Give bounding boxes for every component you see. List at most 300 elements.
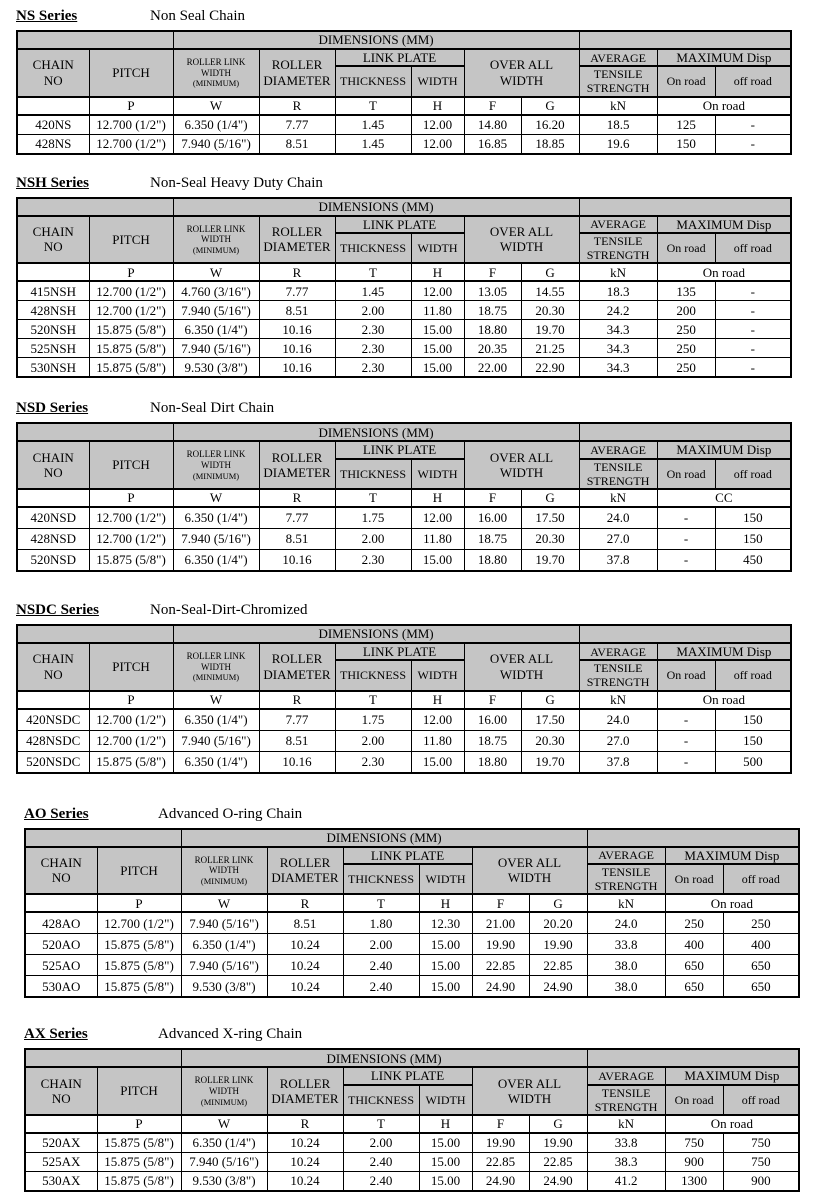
header-average: AVERAGE xyxy=(587,1067,665,1084)
symbol-r: R xyxy=(267,894,343,912)
symbol-f: F xyxy=(464,489,521,507)
table-row xyxy=(17,730,791,751)
symbol-blank xyxy=(17,263,89,281)
cell-roller-diameter: 10.16 xyxy=(259,549,335,571)
cell-thickness: 2.00 xyxy=(343,1133,419,1153)
cell-disp-on-road: - xyxy=(657,730,715,751)
cell-tensile-kn: 24.0 xyxy=(579,709,657,731)
column-header-row-1 xyxy=(25,1067,799,1084)
table-row xyxy=(25,1133,799,1153)
cell-thickness: 2.40 xyxy=(343,1171,419,1191)
cell-roller-link-width: 7.940 (5/16") xyxy=(173,301,259,320)
header-dimensions: DIMENSIONS (MM) xyxy=(181,829,587,847)
symbol-t: T xyxy=(335,489,411,507)
cell-chain-no: 420NSD xyxy=(17,507,89,529)
table-row xyxy=(25,912,799,934)
cell-disp-off-road: 250 xyxy=(723,912,799,934)
header-overall-width-label: OVER ALL WIDTH xyxy=(497,1075,562,1107)
header-blank-left xyxy=(25,829,181,847)
cell-chain-no: 420NSDC xyxy=(17,709,89,731)
cell-tensile-kn: 19.6 xyxy=(579,134,657,154)
header-pitch: PITCH xyxy=(97,847,181,895)
cell-disp-off-road: 500 xyxy=(715,751,791,773)
symbol-h: H xyxy=(419,1115,472,1133)
cell-pitch: 15.875 (5/8") xyxy=(97,934,181,955)
cell-f: 21.00 xyxy=(472,912,529,934)
header-roller-link-line1: ROLLER LINK xyxy=(186,449,246,460)
cell-disp-off-road: 150 xyxy=(715,730,791,751)
cell-f: 14.80 xyxy=(464,115,521,135)
cell-tensile-kn: 37.8 xyxy=(579,549,657,571)
cell-disp-on-road: 650 xyxy=(665,955,723,976)
cell-roller-diameter: 8.51 xyxy=(259,134,335,154)
header-roller-diameter-label: ROLLER DIAMETER xyxy=(271,855,339,886)
header-chain-no-label: CHAIN NO xyxy=(32,651,74,682)
cell-disp-off-road: 150 xyxy=(715,709,791,731)
cell-disp-off-road: - xyxy=(715,320,791,339)
header-roller-diameter-label: ROLLER DIAMETER xyxy=(263,57,331,88)
cell-disp-on-road: 250 xyxy=(657,339,715,358)
cell-disp-on-road: - xyxy=(657,507,715,529)
symbol-g: G xyxy=(521,489,579,507)
header-average: AVERAGE xyxy=(579,643,657,660)
dimensions-header-row xyxy=(25,1049,799,1067)
table-row xyxy=(17,134,791,154)
header-pitch: PITCH xyxy=(97,1067,181,1115)
symbol-t: T xyxy=(335,691,411,709)
header-chain-no-label: CHAIN NO xyxy=(40,855,82,886)
header-roller-link-line2: WIDTH xyxy=(209,1086,239,1097)
cell-roller-link-width: 7.940 (5/16") xyxy=(181,1152,267,1171)
table-row xyxy=(17,320,791,339)
cell-width: 15.00 xyxy=(411,320,464,339)
cell-roller-diameter: 10.24 xyxy=(267,1152,343,1171)
cell-pitch: 12.700 (1/2") xyxy=(89,134,173,154)
header-overall-width-label: OVER ALL WIDTH xyxy=(489,449,554,481)
header-blank-left xyxy=(17,31,173,49)
header-roller-diameter xyxy=(259,216,335,264)
header-overall-width xyxy=(464,216,579,264)
symbol-r: R xyxy=(259,97,335,115)
cell-tensile-kn: 18.3 xyxy=(579,281,657,301)
cell-f: 16.00 xyxy=(464,709,521,731)
series-subtitle: Non-Seal Dirt Chain xyxy=(150,400,275,417)
header-roller-diameter xyxy=(259,643,335,691)
cell-pitch: 12.700 (1/2") xyxy=(89,709,173,731)
cell-roller-diameter: 7.77 xyxy=(259,507,335,529)
header-chain-no xyxy=(17,49,89,97)
header-roller-diameter xyxy=(259,49,335,97)
cell-thickness: 2.00 xyxy=(335,730,411,751)
cell-roller-link-width: 9.530 (3/8") xyxy=(173,358,259,378)
table-row xyxy=(25,1171,799,1191)
header-overall-width xyxy=(464,441,579,489)
symbol-blank xyxy=(17,489,89,507)
header-roller-link-width xyxy=(173,49,259,97)
table-row xyxy=(17,358,791,378)
cell-tensile-kn: 33.8 xyxy=(587,1133,665,1153)
header-roller-diameter xyxy=(267,847,343,895)
header-roller-diameter-label: ROLLER DIAMETER xyxy=(263,449,331,481)
symbol-g: G xyxy=(521,263,579,281)
header-thickness: THICKNESS xyxy=(335,660,411,690)
header-chain-no-label: CHAIN NO xyxy=(40,1075,82,1107)
header-overall-width-label: OVER ALL WIDTH xyxy=(489,57,554,88)
header-roller-link-line3: (MINIMUM) xyxy=(192,245,240,256)
header-maximum-disp: MAXIMUM Disp xyxy=(665,1067,799,1084)
header-pitch: PITCH xyxy=(89,643,173,691)
cell-width: 12.00 xyxy=(411,134,464,154)
header-tensile-strength xyxy=(579,233,657,263)
cell-roller-diameter: 10.24 xyxy=(267,1133,343,1153)
series-title: NSH Series xyxy=(16,174,89,191)
header-maximum-disp: MAXIMUM Disp xyxy=(657,643,791,660)
cell-thickness: 2.30 xyxy=(335,549,411,571)
cell-pitch: 15.875 (5/8") xyxy=(89,358,173,378)
header-link-plate: LINK PLATE xyxy=(335,216,464,233)
symbol-t: T xyxy=(343,894,419,912)
symbol-t: T xyxy=(343,1115,419,1133)
cell-g: 19.70 xyxy=(521,549,579,571)
header-chain-no xyxy=(25,847,97,895)
column-header-row-1 xyxy=(17,49,791,66)
cell-g: 20.30 xyxy=(521,528,579,549)
header-chain-no-label: CHAIN NO xyxy=(32,224,74,255)
table-row xyxy=(17,507,791,529)
symbol-g: G xyxy=(529,1115,587,1133)
table-row xyxy=(17,528,791,549)
cell-width: 15.00 xyxy=(419,1171,472,1191)
cell-f: 18.80 xyxy=(464,549,521,571)
header-tensile-strength xyxy=(579,66,657,96)
series-subtitle: Non Seal Chain xyxy=(150,8,245,24)
column-header-row-1 xyxy=(25,847,799,864)
header-average: AVERAGE xyxy=(587,847,665,864)
symbol-disp-unit: On road xyxy=(665,1115,799,1133)
header-on-road: On road xyxy=(657,66,715,96)
cell-disp-on-road: 1300 xyxy=(665,1171,723,1191)
series-titlebar xyxy=(16,175,824,193)
series-subtitle: Advanced X-ring Chain xyxy=(158,1026,303,1043)
header-tensile-strength-label: TENSILE STRENGTH xyxy=(586,661,650,690)
symbol-row xyxy=(17,489,791,507)
header-tensile-strength xyxy=(579,459,657,489)
cell-width: 15.00 xyxy=(411,358,464,378)
header-roller-diameter xyxy=(267,1067,343,1115)
cell-g: 22.85 xyxy=(529,955,587,976)
cell-thickness: 2.00 xyxy=(335,301,411,320)
header-on-road: On road xyxy=(657,459,715,489)
cell-width: 15.00 xyxy=(419,1133,472,1153)
cell-roller-diameter: 10.16 xyxy=(259,339,335,358)
header-blank-right xyxy=(579,423,791,441)
header-on-road: On road xyxy=(657,233,715,263)
cell-roller-link-width: 7.940 (5/16") xyxy=(181,955,267,976)
symbol-p: P xyxy=(97,1115,181,1133)
header-average: AVERAGE xyxy=(579,216,657,233)
series-subtitle: Advanced O-ring Chain xyxy=(158,805,303,822)
header-width: WIDTH xyxy=(411,660,464,690)
cell-tensile-kn: 38.0 xyxy=(587,955,665,976)
cell-roller-link-width: 7.940 (5/16") xyxy=(173,730,259,751)
cell-disp-off-road: - xyxy=(715,115,791,135)
header-roller-diameter-label: ROLLER DIAMETER xyxy=(263,224,331,255)
symbol-r: R xyxy=(267,1115,343,1133)
header-roller-link-line1: ROLLER LINK xyxy=(194,1075,254,1086)
header-link-plate: LINK PLATE xyxy=(335,49,464,66)
cell-roller-diameter: 8.51 xyxy=(259,301,335,320)
cell-roller-link-width: 7.940 (5/16") xyxy=(181,912,267,934)
header-width: WIDTH xyxy=(411,233,464,263)
header-roller-link-line1: ROLLER LINK xyxy=(194,854,254,865)
cell-tensile-kn: 34.3 xyxy=(579,320,657,339)
header-link-plate: LINK PLATE xyxy=(335,441,464,458)
header-roller-link-line3: (MINIMUM) xyxy=(192,672,240,683)
cell-disp-on-road: 250 xyxy=(665,912,723,934)
symbol-kn: kN xyxy=(579,691,657,709)
header-thickness: THICKNESS xyxy=(343,1085,419,1115)
cell-f: 18.75 xyxy=(464,730,521,751)
cell-disp-off-road: 650 xyxy=(723,976,799,998)
cell-pitch: 15.875 (5/8") xyxy=(97,976,181,998)
header-chain-no-label: CHAIN NO xyxy=(32,57,74,88)
cell-chain-no: 428NS xyxy=(17,134,89,154)
header-roller-diameter-label: ROLLER DIAMETER xyxy=(271,1075,339,1107)
header-off-road: off road xyxy=(723,864,799,894)
cell-width: 15.00 xyxy=(419,1152,472,1171)
cell-thickness: 2.30 xyxy=(335,358,411,378)
cell-roller-diameter: 10.24 xyxy=(267,976,343,998)
header-off-road: off road xyxy=(723,1085,799,1115)
symbol-disp-unit: On road xyxy=(665,894,799,912)
cell-disp-off-road: 750 xyxy=(723,1152,799,1171)
cell-f: 18.80 xyxy=(464,751,521,773)
cell-pitch: 15.875 (5/8") xyxy=(89,320,173,339)
cell-disp-off-road: 450 xyxy=(715,549,791,571)
cell-f: 18.75 xyxy=(464,528,521,549)
header-chain-no xyxy=(25,1067,97,1115)
header-width: WIDTH xyxy=(411,459,464,489)
cell-thickness: 1.45 xyxy=(335,115,411,135)
cell-thickness: 2.30 xyxy=(335,751,411,773)
cell-g: 19.90 xyxy=(529,934,587,955)
cell-g: 17.50 xyxy=(521,709,579,731)
cell-f: 19.90 xyxy=(472,1133,529,1153)
cell-disp-off-road: - xyxy=(715,301,791,320)
cell-thickness: 1.75 xyxy=(335,507,411,529)
symbol-w: W xyxy=(173,97,259,115)
table-row xyxy=(17,281,791,301)
header-chain-no xyxy=(17,216,89,264)
cell-roller-link-width: 6.350 (1/4") xyxy=(173,709,259,731)
symbol-r: R xyxy=(259,489,335,507)
header-tensile-strength xyxy=(587,1085,665,1115)
cell-f: 22.85 xyxy=(472,1152,529,1171)
header-roller-link-line2: WIDTH xyxy=(209,865,239,876)
cell-disp-on-road: 200 xyxy=(657,301,715,320)
cell-disp-on-road: - xyxy=(657,709,715,731)
cell-disp-on-road: 750 xyxy=(665,1133,723,1153)
header-blank-right xyxy=(579,31,791,49)
symbol-p: P xyxy=(89,97,173,115)
header-tensile-strength xyxy=(587,864,665,894)
symbol-f: F xyxy=(464,691,521,709)
header-chain-no xyxy=(17,643,89,691)
header-tensile-strength-label: TENSILE STRENGTH xyxy=(594,1085,658,1114)
symbol-kn: kN xyxy=(587,1115,665,1133)
dimensions-header-row xyxy=(25,829,799,847)
series-section-nsh xyxy=(16,175,824,379)
symbol-g: G xyxy=(521,97,579,115)
header-maximum-disp: MAXIMUM Disp xyxy=(657,216,791,233)
header-roller-link-line3: (MINIMUM) xyxy=(200,875,248,886)
header-thickness: THICKNESS xyxy=(335,459,411,489)
cell-chain-no: 520AO xyxy=(25,934,97,955)
symbol-kn: kN xyxy=(579,489,657,507)
cell-f: 18.80 xyxy=(464,320,521,339)
cell-chain-no: 525AX xyxy=(25,1152,97,1171)
spec-table xyxy=(24,828,800,999)
cell-f: 24.90 xyxy=(472,1171,529,1191)
symbol-w: W xyxy=(181,1115,267,1133)
header-roller-diameter xyxy=(259,441,335,489)
header-roller-diameter-label: ROLLER DIAMETER xyxy=(263,651,331,682)
symbol-disp-unit: On road xyxy=(657,691,791,709)
spec-table xyxy=(16,30,792,155)
header-link-plate: LINK PLATE xyxy=(343,1067,472,1084)
header-maximum-disp: MAXIMUM Disp xyxy=(665,847,799,864)
cell-tensile-kn: 24.0 xyxy=(587,912,665,934)
header-roller-link-line2: WIDTH xyxy=(201,661,231,672)
header-dimensions: DIMENSIONS (MM) xyxy=(173,625,579,643)
symbol-h: H xyxy=(411,691,464,709)
header-width: WIDTH xyxy=(419,1085,472,1115)
column-header-row-1 xyxy=(17,441,791,458)
header-off-road: off road xyxy=(715,233,791,263)
cell-tensile-kn: 34.3 xyxy=(579,358,657,378)
header-roller-link-line2: WIDTH xyxy=(201,67,231,78)
cell-disp-on-road: - xyxy=(657,751,715,773)
cell-roller-link-width: 7.940 (5/16") xyxy=(173,339,259,358)
series-titlebar xyxy=(24,806,824,824)
symbol-t: T xyxy=(335,97,411,115)
header-maximum-disp: MAXIMUM Disp xyxy=(657,49,791,66)
cell-g: 19.70 xyxy=(521,751,579,773)
cell-width: 11.80 xyxy=(411,528,464,549)
cell-roller-diameter: 7.77 xyxy=(259,281,335,301)
cell-disp-off-road: - xyxy=(715,339,791,358)
table-row xyxy=(25,1152,799,1171)
cell-roller-link-width: 7.940 (5/16") xyxy=(173,528,259,549)
symbol-f: F xyxy=(472,1115,529,1133)
cell-disp-off-road: 650 xyxy=(723,955,799,976)
cell-roller-diameter: 10.24 xyxy=(267,955,343,976)
cell-f: 16.85 xyxy=(464,134,521,154)
cell-disp-on-road: 650 xyxy=(665,976,723,998)
cell-thickness: 2.30 xyxy=(335,339,411,358)
cell-roller-link-width: 4.760 (3/16") xyxy=(173,281,259,301)
cell-thickness: 2.00 xyxy=(335,528,411,549)
header-chain-no-label: CHAIN NO xyxy=(32,449,74,481)
cell-chain-no: 520NSH xyxy=(17,320,89,339)
cell-disp-on-road: 125 xyxy=(657,115,715,135)
symbol-blank xyxy=(17,97,89,115)
header-roller-link-width xyxy=(173,643,259,691)
dimensions-header-row xyxy=(17,198,791,216)
cell-g: 20.30 xyxy=(521,730,579,751)
symbol-row xyxy=(17,97,791,115)
series-title: AX Series xyxy=(24,1026,88,1043)
column-header-row-1 xyxy=(17,216,791,233)
cell-f: 16.00 xyxy=(464,507,521,529)
series-titlebar xyxy=(24,1026,824,1044)
header-blank-left xyxy=(17,198,173,216)
cell-thickness: 1.45 xyxy=(335,281,411,301)
cell-g: 19.70 xyxy=(521,320,579,339)
cell-chain-no: 520NSDC xyxy=(17,751,89,773)
cell-disp-on-road: 400 xyxy=(665,934,723,955)
header-roller-link-line3: (MINIMUM) xyxy=(200,1096,248,1107)
cell-pitch: 15.875 (5/8") xyxy=(97,1171,181,1191)
cell-pitch: 12.700 (1/2") xyxy=(89,281,173,301)
symbol-blank xyxy=(25,894,97,912)
symbol-p: P xyxy=(89,691,173,709)
symbol-blank xyxy=(25,1115,97,1133)
cell-roller-link-width: 9.530 (3/8") xyxy=(181,1171,267,1191)
cell-roller-diameter: 8.51 xyxy=(267,912,343,934)
cell-roller-link-width: 6.350 (1/4") xyxy=(173,549,259,571)
header-overall-width-label: OVER ALL WIDTH xyxy=(489,651,554,682)
symbol-kn: kN xyxy=(579,97,657,115)
cell-tensile-kn: 38.0 xyxy=(587,976,665,998)
header-tensile-strength-label: TENSILE STRENGTH xyxy=(594,864,658,894)
cell-g: 18.85 xyxy=(521,134,579,154)
cell-thickness: 2.40 xyxy=(343,955,419,976)
header-blank-right xyxy=(587,1049,799,1067)
header-overall-width xyxy=(472,847,587,895)
cell-width: 11.80 xyxy=(411,730,464,751)
header-off-road: off road xyxy=(715,660,791,690)
symbol-h: H xyxy=(411,489,464,507)
cell-roller-diameter: 10.16 xyxy=(259,358,335,378)
cell-roller-diameter: 10.24 xyxy=(267,934,343,955)
cell-tensile-kn: 27.0 xyxy=(579,730,657,751)
cell-pitch: 15.875 (5/8") xyxy=(97,1152,181,1171)
cell-tensile-kn: 38.3 xyxy=(587,1152,665,1171)
column-header-row-1 xyxy=(17,643,791,660)
symbol-p: P xyxy=(97,894,181,912)
cell-tensile-kn: 24.0 xyxy=(579,507,657,529)
cell-disp-on-road: - xyxy=(657,528,715,549)
symbol-w: W xyxy=(173,691,259,709)
cell-tensile-kn: 33.8 xyxy=(587,934,665,955)
header-on-road: On road xyxy=(657,660,715,690)
cell-chain-no: 530AO xyxy=(25,976,97,998)
symbol-h: H xyxy=(411,97,464,115)
header-thickness: THICKNESS xyxy=(335,233,411,263)
header-link-plate: LINK PLATE xyxy=(335,643,464,660)
cell-roller-link-width: 6.350 (1/4") xyxy=(181,934,267,955)
cell-chain-no: 428AO xyxy=(25,912,97,934)
header-roller-link-line3: (MINIMUM) xyxy=(192,78,240,89)
symbol-g: G xyxy=(521,691,579,709)
cell-disp-on-road: 150 xyxy=(657,134,715,154)
symbol-t: T xyxy=(335,263,411,281)
cell-width: 15.00 xyxy=(411,549,464,571)
cell-f: 22.00 xyxy=(464,358,521,378)
cell-tensile-kn: 24.2 xyxy=(579,301,657,320)
symbol-disp-unit: CC xyxy=(657,489,791,507)
